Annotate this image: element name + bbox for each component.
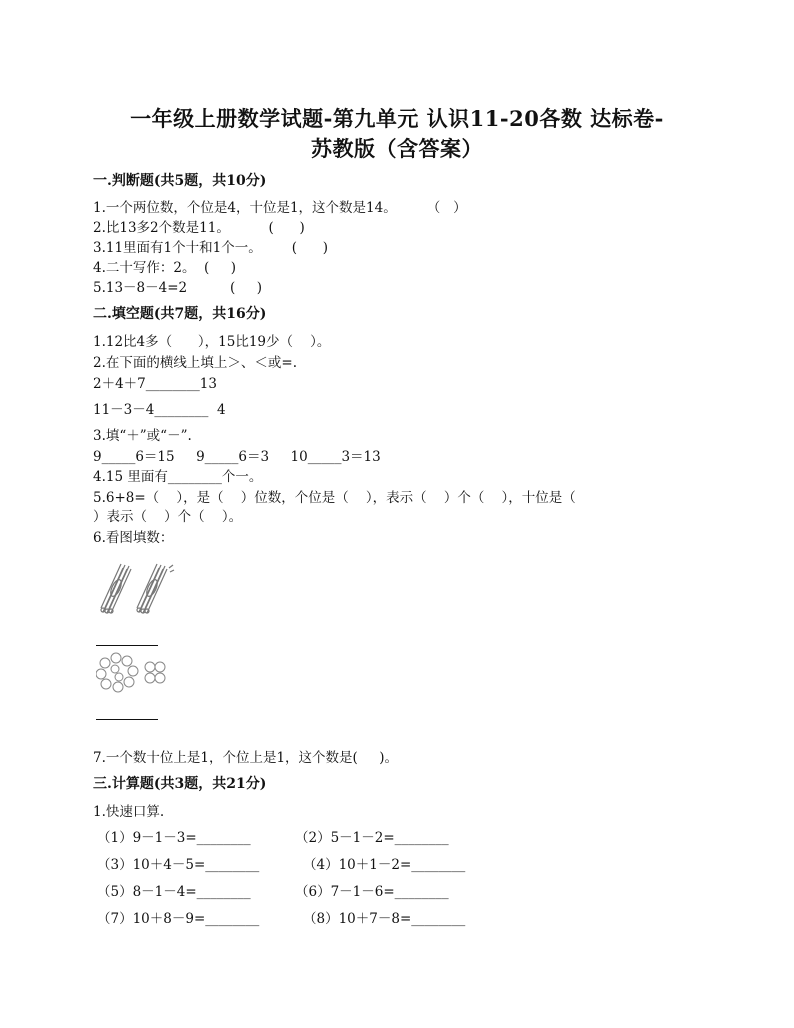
fill-item-2a: 2＋4＋7________13 [93,376,217,392]
page-title-line2: 苏教版（含答案） [311,136,483,161]
section2-heading: 二.填空题(共7题，共16分) [93,306,267,322]
section1-heading: 一.判断题(共5题，共10分) [93,173,267,189]
judge-item-3: 3.11里面有1个十和1个一。 ( ) [93,240,329,256]
calc-problem-1: （1）9－1－3=________ [97,830,251,846]
judge-item-2: 2.比13多2个数是11。 ( ) [93,220,305,236]
stick-bundle-icon [97,558,177,618]
fill-item-5: 5.6+8=（ ），是（ ）位数，个位是（ ），表示（ ）个（ ），十位是（ [93,490,576,506]
fill-item-3a: 9_____6＝15 9_____6＝3 10_____3＝13 [93,449,381,465]
fill-item-2b: 11－3－4________ 4 [93,402,226,418]
calc-problem-8: （8）10＋7－8=________ [303,911,466,927]
calc-problem-5: （5）8－1－4=________ [97,884,251,900]
fill-item-4: 4.15 里面有________个一。 [93,469,263,485]
fill-item-7: 7.一个数十位上是1，个位上是1，这个数是( )。 [93,750,399,766]
fill-item-6: 6.看图填数： [93,530,174,546]
answer-blank-sticks[interactable] [96,645,158,646]
fill-item-1: 1.12比4多（ ），15比19少（ ）。 [93,334,331,350]
judge-item-5: 5.13－8－4=2 ( ) [93,280,263,296]
calc-problem-2: （2）5－1－2=________ [295,830,449,846]
judge-item-1: 1.一个两位数，个位是4，十位是1，这个数是14。 （ ） [93,200,467,216]
calc-problem-4: （4）10＋1－2=________ [303,857,466,873]
fill-item-3: 3.填“＋”或“－”. [93,428,192,444]
answer-blank-circles[interactable] [96,719,158,720]
judge-item-4: 4.二十写作：2。 ( ) [93,260,237,276]
fill-item-5-cont: ）表示（ ）个（ ）。 [93,509,243,525]
page-title-line1: 一年级上册数学试题-第九单元 认识11-20各数 达标卷- [130,106,664,131]
circle-counter-icon [96,650,176,700]
calc-intro: 1.快速口算. [93,804,165,820]
fill-item-2: 2.在下面的横线上填上＞、＜或=. [93,355,297,371]
calc-problem-3: （3）10＋4－5=________ [97,857,260,873]
section3-heading: 三.计算题(共3题，共21分) [93,776,267,792]
calc-problem-7: （7）10＋8－9=________ [97,911,260,927]
calc-problem-6: （6）7－1－6=________ [295,884,449,900]
